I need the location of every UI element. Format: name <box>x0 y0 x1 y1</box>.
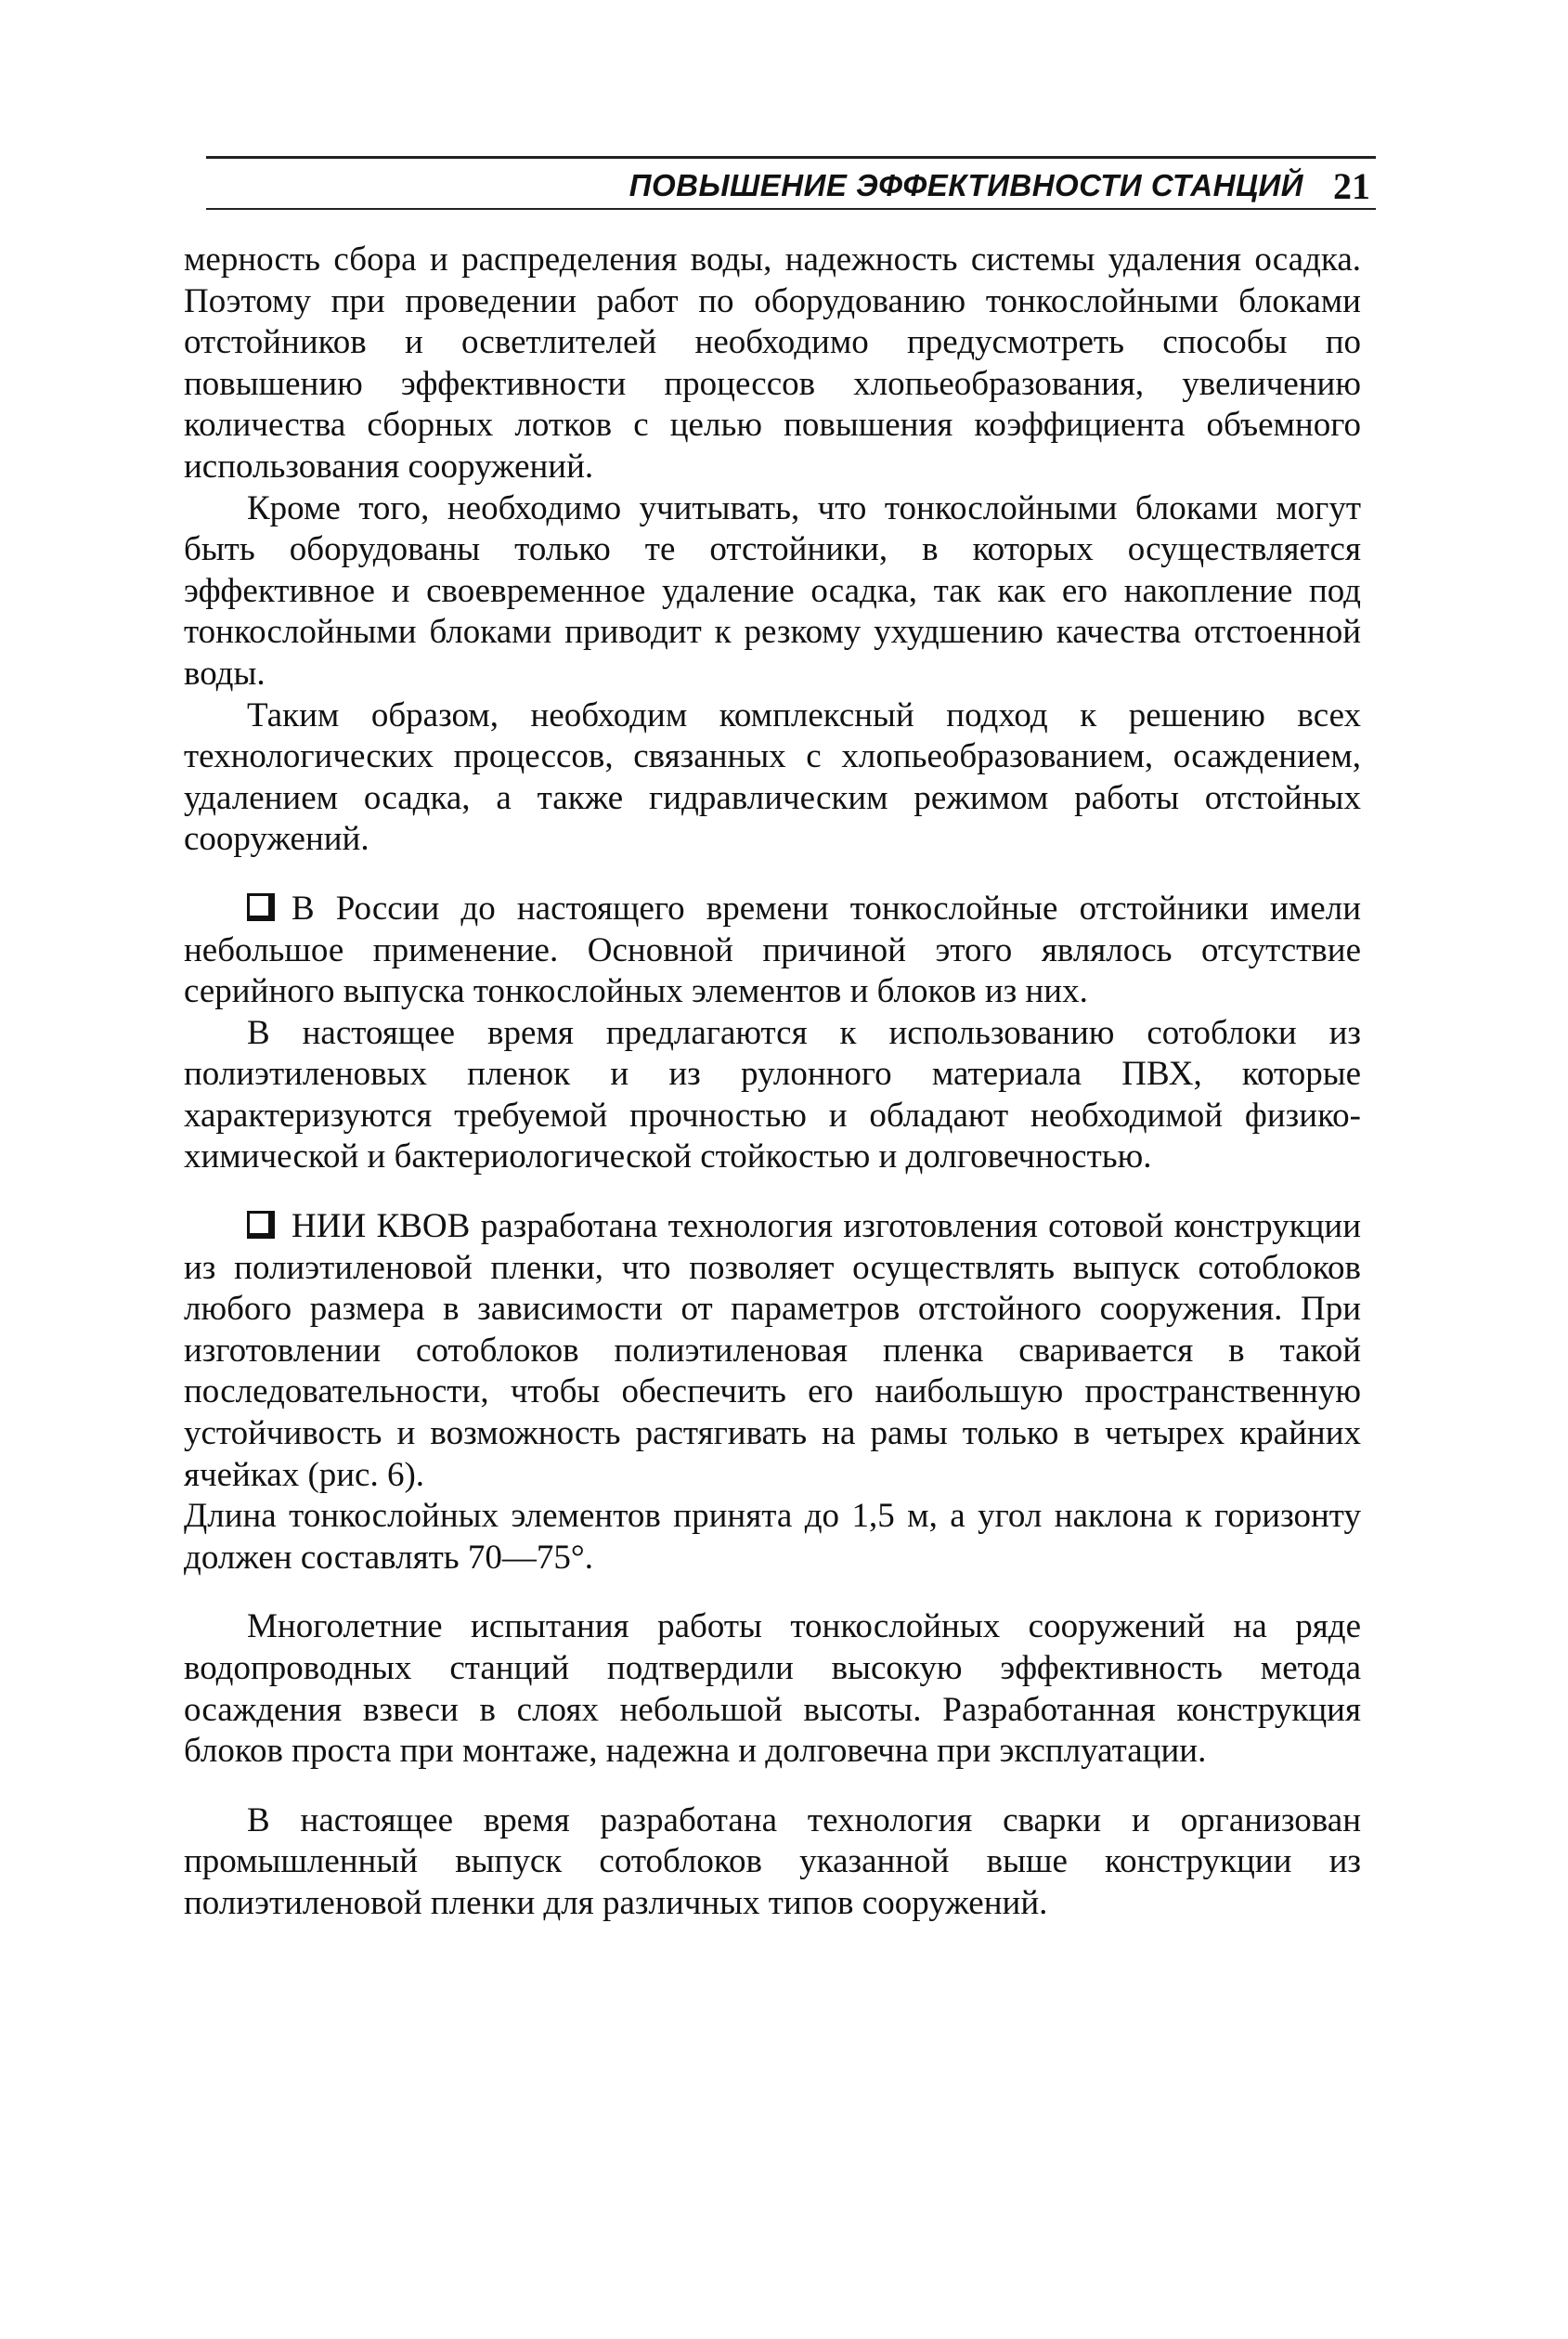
paragraph-text: НИИ КВОВ разработана технология изготовления сотовой конструкции из полиэтиленовой пленки, что позволяет осуществлять выпуск сотоблоков любого размера в зависимости от параметров отстойного сооружения. При изготовлении сотоблоков полиэтиленовая пленка сваривается в такой последовательности, чтобы обеспечить его наибольшую пространственную устойчивость и возможность растягивать на рамы только в четырех крайних ячейках (рис. 6). <box>184 1207 1361 1494</box>
paragraph: Многолетние испытания работы тонкослойных сооружений на ряде водопроводных станций подтвердили высокую эффективность метода осаждения взвеси в слоях небольшой высоты. Разработанная конструкция блоков проста при монтаже, надежна и долговечна при эксплуатации. <box>184 1607 1361 1771</box>
paragraph: мерность сбора и распределения воды, надежность системы удаления осадка. Поэтому при проведении работ по оборудованию тонкослойными блоками отстойников и осветлителей необходимо предусмотреть способы по повышению эффективности процессов хлопьеобразования, увеличению количества сборных лотков с целью повышения коэффициента объемного использования сооружений. <box>184 240 1361 486</box>
paragraph: В настоящее время предлагаются к использованию сотоблоки из полиэтиленовых пленок и из рулонного материала ПВХ, которые характеризуются требуемой прочностью и обладают необходимой физико-химической и бактериологической стойкостью и долговечностью. <box>184 1013 1361 1176</box>
paragraph: Кроме того, необходимо учитывать, что тонкослойными блоками могут быть оборудованы только те отстойники, в которых осуществляется эффективное и своевременное удаление осадка, так как его накопление под тонкослойными блоками приводит к резкому ухудшению качества отстоенной воды. <box>184 488 1361 693</box>
page-number: 21 <box>1333 165 1370 207</box>
paragraph-with-marker <box>184 889 1361 1013</box>
running-header-title: ПОВЫШЕНИЕ ЭФФЕКТИВНОСТИ СТАНЦИЙ <box>628 168 1303 202</box>
paragraph: Длина тонкослойных элементов принята до 1,5 м, а угол наклона к горизонту должен составлять 70—75°. <box>184 1497 1361 1577</box>
checkbox-icon <box>247 1211 275 1239</box>
paragraph-with-marker <box>184 1206 1361 1496</box>
body-text <box>184 240 1361 1925</box>
paragraph-text: В России до настоящего времени тонкослойные отстойники имели небольшое применение. Основной причиной этого являлось отсутствие серийного выпуска тонкослойных элементов и блоков из них. <box>184 889 1361 1011</box>
header-rule <box>206 208 1376 210</box>
running-header <box>206 156 1376 213</box>
paragraph: Таким образом, необходим комплексный подход к решению всех технологических процессов, связанных с хлопьеобразованием, осаждением, удалением осадка, а также гидравлическим режимом работы отстойных сооружений. <box>184 695 1361 859</box>
paragraph: В настоящее время разработана технология сварки и организован промышленный выпуск сотоблоков указанной выше конструкции из полиэтиленовой пленки для различных типов сооружений. <box>184 1800 1361 1922</box>
checkbox-icon <box>247 893 275 921</box>
